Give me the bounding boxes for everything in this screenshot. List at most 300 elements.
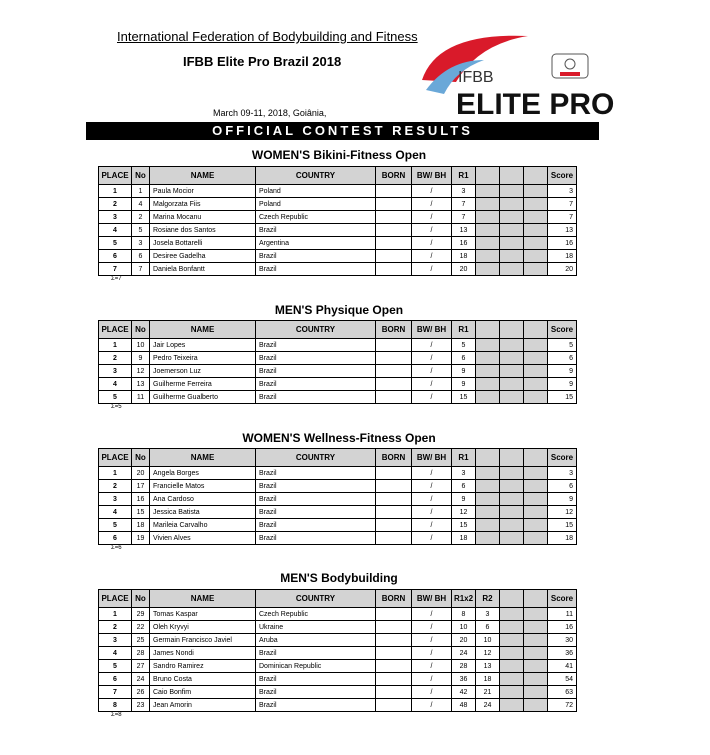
header-empty <box>524 167 548 185</box>
cell-score: 3 <box>548 185 577 198</box>
cell-country: Brazil <box>256 647 376 660</box>
cell-score: 72 <box>548 699 577 712</box>
cell-bwbh: / <box>412 519 452 532</box>
cell-name: Jean Amorin <box>150 699 256 712</box>
cell-bwbh: / <box>412 185 452 198</box>
cell-round: 12 <box>476 647 500 660</box>
cell-empty <box>524 647 548 660</box>
table-row <box>99 211 577 224</box>
cell-round: 9 <box>452 493 476 506</box>
cell-empty <box>500 686 524 699</box>
cell-empty <box>476 467 500 480</box>
cell-country: Brazil <box>256 365 376 378</box>
cell-country: Poland <box>256 198 376 211</box>
cell-round: 7 <box>452 211 476 224</box>
header-empty <box>500 590 524 608</box>
cell-name: Vivien Alves <box>150 532 256 545</box>
cell-bwbh: / <box>412 506 452 519</box>
cell-bwbh: / <box>412 493 452 506</box>
cell-country: Aruba <box>256 634 376 647</box>
competitor-count: Σ=6 <box>111 545 122 551</box>
cell-born <box>376 647 412 660</box>
cell-score: 20 <box>548 263 577 276</box>
table-header-row <box>99 321 577 339</box>
cell-round: 36 <box>452 673 476 686</box>
cell-round: 24 <box>452 647 476 660</box>
cell-born <box>376 339 412 352</box>
header-score: Score <box>548 321 577 339</box>
cell-score: 16 <box>548 237 577 250</box>
cell-round: 9 <box>452 378 476 391</box>
event-title: IFBB Elite Pro Brazil 2018 <box>183 54 342 69</box>
cell-name: Pedro Teixeira <box>150 352 256 365</box>
table-row <box>99 339 577 352</box>
section-title: MEN'S Physique Open <box>274 303 404 317</box>
cell-no: 10 <box>132 339 150 352</box>
cell-score: 6 <box>548 480 577 493</box>
header-round: R1x2 <box>452 590 476 608</box>
header-empty <box>476 321 500 339</box>
header-country: COUNTRY <box>256 590 376 608</box>
table-row <box>99 391 577 404</box>
cell-empty <box>524 365 548 378</box>
cell-score: 15 <box>548 391 577 404</box>
cell-round: 10 <box>476 634 500 647</box>
cell-no: 7 <box>132 263 150 276</box>
cell-place: 5 <box>99 660 132 673</box>
cell-place: 6 <box>99 532 132 545</box>
cell-round: 12 <box>452 506 476 519</box>
table-row <box>99 532 577 545</box>
cell-empty <box>500 263 524 276</box>
cell-no: 28 <box>132 647 150 660</box>
table-row <box>99 237 577 250</box>
cell-born <box>376 686 412 699</box>
cell-name: Francielle Matos <box>150 480 256 493</box>
cell-born <box>376 198 412 211</box>
cell-born <box>376 237 412 250</box>
cell-score: 54 <box>548 673 577 686</box>
cell-name: Caio Bonfim <box>150 686 256 699</box>
cell-born <box>376 352 412 365</box>
cell-empty <box>476 532 500 545</box>
header-bwbh: BW/ BH <box>412 321 452 339</box>
cell-place: 5 <box>99 519 132 532</box>
cell-born <box>376 467 412 480</box>
cell-empty <box>524 660 548 673</box>
cell-bwbh: / <box>412 365 452 378</box>
cell-no: 29 <box>132 608 150 621</box>
competitor-count: Σ=5 <box>111 404 122 410</box>
cell-born <box>376 493 412 506</box>
table-row <box>99 467 577 480</box>
cell-empty <box>500 621 524 634</box>
cell-no: 27 <box>132 660 150 673</box>
cell-empty <box>476 224 500 237</box>
cell-round: 18 <box>452 250 476 263</box>
cell-name: James Nondi <box>150 647 256 660</box>
cell-country: Ukraine <box>256 621 376 634</box>
cell-empty <box>524 250 548 263</box>
cell-score: 6 <box>548 352 577 365</box>
cell-bwbh: / <box>412 634 452 647</box>
cell-empty <box>500 647 524 660</box>
cell-bwbh: / <box>412 352 452 365</box>
cell-empty <box>500 365 524 378</box>
cell-country: Poland <box>256 185 376 198</box>
cell-no: 23 <box>132 699 150 712</box>
header-no: No <box>132 449 150 467</box>
header-score: Score <box>548 449 577 467</box>
cell-round: 20 <box>452 263 476 276</box>
cell-empty <box>524 532 548 545</box>
cell-country: Brazil <box>256 378 376 391</box>
cell-empty <box>524 634 548 647</box>
cell-born <box>376 519 412 532</box>
cell-round: 21 <box>476 686 500 699</box>
cell-no: 15 <box>132 506 150 519</box>
cell-place: 4 <box>99 378 132 391</box>
cell-place: 3 <box>99 493 132 506</box>
header-country: COUNTRY <box>256 449 376 467</box>
cell-name: Bruno Costa <box>150 673 256 686</box>
cell-born <box>376 506 412 519</box>
logo-big-text: ELITE PRO <box>456 88 615 121</box>
cell-country: Brazil <box>256 699 376 712</box>
cell-empty <box>476 365 500 378</box>
table-row <box>99 699 577 712</box>
cell-no: 16 <box>132 493 150 506</box>
cell-bwbh: / <box>412 467 452 480</box>
cell-born <box>376 365 412 378</box>
cell-empty <box>500 493 524 506</box>
cell-score: 18 <box>548 250 577 263</box>
cell-bwbh: / <box>412 647 452 660</box>
cell-place: 7 <box>99 263 132 276</box>
cell-empty <box>500 237 524 250</box>
cell-bwbh: / <box>412 237 452 250</box>
cell-bwbh: / <box>412 391 452 404</box>
logo-small-text: IFBB <box>458 69 494 86</box>
results-table <box>98 166 577 276</box>
cell-no: 1 <box>132 185 150 198</box>
cell-round: 8 <box>452 608 476 621</box>
cell-empty <box>500 224 524 237</box>
header-bwbh: BW/ BH <box>412 167 452 185</box>
section-title: WOMEN'S Bikini-Fitness Open <box>251 148 427 162</box>
header-place: PLACE <box>99 167 132 185</box>
cell-place: 8 <box>99 699 132 712</box>
cell-no: 3 <box>132 237 150 250</box>
header-country: COUNTRY <box>256 321 376 339</box>
cell-empty <box>524 467 548 480</box>
header-born: BORN <box>376 167 412 185</box>
cell-no: 11 <box>132 391 150 404</box>
header-round: R1 <box>452 167 476 185</box>
header-empty <box>500 321 524 339</box>
cell-round: 3 <box>452 467 476 480</box>
cell-name: Oleh Kryvyi <box>150 621 256 634</box>
cell-born <box>376 185 412 198</box>
cell-no: 24 <box>132 673 150 686</box>
cell-round: 3 <box>452 185 476 198</box>
cell-no: 2 <box>132 211 150 224</box>
header-empty <box>476 167 500 185</box>
cell-score: 36 <box>548 647 577 660</box>
cell-empty <box>524 237 548 250</box>
cell-country: Brazil <box>256 339 376 352</box>
cell-empty <box>500 467 524 480</box>
cell-country: Brazil <box>256 352 376 365</box>
header-no: No <box>132 321 150 339</box>
cell-empty <box>524 519 548 532</box>
cell-no: 13 <box>132 378 150 391</box>
table-row <box>99 647 577 660</box>
cell-name: Ana Cardoso <box>150 493 256 506</box>
cell-empty <box>524 621 548 634</box>
cell-round: 18 <box>476 673 500 686</box>
cell-no: 18 <box>132 519 150 532</box>
header-empty <box>476 449 500 467</box>
cell-empty <box>524 493 548 506</box>
cell-name: Jair Lopes <box>150 339 256 352</box>
cell-empty <box>500 532 524 545</box>
federation-title: International Federation of Bodybuilding and Fitness <box>117 29 418 44</box>
cell-empty <box>476 185 500 198</box>
cell-name: Joemerson Luz <box>150 365 256 378</box>
cell-empty <box>500 506 524 519</box>
table-row <box>99 365 577 378</box>
header-born: BORN <box>376 321 412 339</box>
ifbb-elite-pro-logo <box>418 22 615 122</box>
cell-score: 11 <box>548 608 577 621</box>
cell-empty <box>476 352 500 365</box>
cell-empty <box>524 608 548 621</box>
cell-name: Guilherme Gualberto <box>150 391 256 404</box>
cell-score: 12 <box>548 506 577 519</box>
cell-country: Argentina <box>256 237 376 250</box>
cell-name: Daniela Bonfantt <box>150 263 256 276</box>
cell-no: 26 <box>132 686 150 699</box>
cell-score: 16 <box>548 621 577 634</box>
table-header-row <box>99 590 577 608</box>
table-row <box>99 493 577 506</box>
header-place: PLACE <box>99 449 132 467</box>
cell-score: 9 <box>548 378 577 391</box>
cell-score: 7 <box>548 198 577 211</box>
cell-country: Brazil <box>256 250 376 263</box>
table-row <box>99 608 577 621</box>
header-bwbh: BW/ BH <box>412 590 452 608</box>
results-table <box>98 448 577 545</box>
cell-place: 1 <box>99 185 132 198</box>
cell-place: 2 <box>99 480 132 493</box>
cell-empty <box>524 185 548 198</box>
header-no: No <box>132 590 150 608</box>
cell-round: 28 <box>452 660 476 673</box>
cell-bwbh: / <box>412 263 452 276</box>
cell-round: 6 <box>476 621 500 634</box>
cell-empty <box>500 608 524 621</box>
cell-born <box>376 634 412 647</box>
cell-empty <box>476 263 500 276</box>
cell-empty <box>524 211 548 224</box>
cell-bwbh: / <box>412 673 452 686</box>
header-empty <box>500 167 524 185</box>
cell-place: 4 <box>99 224 132 237</box>
cell-name: Jessica Batista <box>150 506 256 519</box>
cell-empty <box>476 378 500 391</box>
section-title: MEN'S Bodybuilding <box>280 571 398 585</box>
header-round: R2 <box>476 590 500 608</box>
cell-country: Czech Republic <box>256 608 376 621</box>
cell-empty <box>500 699 524 712</box>
cell-country: Brazil <box>256 467 376 480</box>
cell-round: 7 <box>452 198 476 211</box>
cell-round: 10 <box>452 621 476 634</box>
cell-round: 6 <box>452 352 476 365</box>
cell-empty <box>524 224 548 237</box>
cell-empty <box>476 493 500 506</box>
header-score: Score <box>548 590 577 608</box>
table-row <box>99 263 577 276</box>
cell-round: 20 <box>452 634 476 647</box>
cell-empty <box>500 352 524 365</box>
cell-score: 3 <box>548 467 577 480</box>
cell-born <box>376 378 412 391</box>
header-place: PLACE <box>99 590 132 608</box>
header-name: NAME <box>150 167 256 185</box>
cell-empty <box>524 686 548 699</box>
cell-empty <box>524 506 548 519</box>
cell-place: 1 <box>99 467 132 480</box>
cell-score: 5 <box>548 339 577 352</box>
cell-no: 19 <box>132 532 150 545</box>
table-row <box>99 480 577 493</box>
cell-empty <box>500 339 524 352</box>
cell-round: 6 <box>452 480 476 493</box>
cell-born <box>376 673 412 686</box>
cell-born <box>376 391 412 404</box>
cell-place: 3 <box>99 365 132 378</box>
cell-empty <box>476 519 500 532</box>
cell-name: Germain Francisco Javiel <box>150 634 256 647</box>
cell-empty <box>500 480 524 493</box>
cell-place: 2 <box>99 198 132 211</box>
cell-country: Brazil <box>256 673 376 686</box>
cell-empty <box>500 198 524 211</box>
cell-no: 22 <box>132 621 150 634</box>
cell-score: 63 <box>548 686 577 699</box>
cell-place: 1 <box>99 339 132 352</box>
cell-place: 7 <box>99 686 132 699</box>
cell-country: Brazil <box>256 391 376 404</box>
cell-bwbh: / <box>412 699 452 712</box>
cell-name: Malgorzata Fiis <box>150 198 256 211</box>
cell-bwbh: / <box>412 686 452 699</box>
table-row <box>99 686 577 699</box>
cell-born <box>376 211 412 224</box>
cell-name: Paula Mocior <box>150 185 256 198</box>
cell-name: Marina Mocanu <box>150 211 256 224</box>
cell-score: 30 <box>548 634 577 647</box>
cell-born <box>376 621 412 634</box>
cell-place: 6 <box>99 673 132 686</box>
header-country: COUNTRY <box>256 167 376 185</box>
cell-empty <box>524 263 548 276</box>
cell-empty <box>476 198 500 211</box>
cell-country: Dominican Republic <box>256 660 376 673</box>
cell-empty <box>524 339 548 352</box>
cell-no: 17 <box>132 480 150 493</box>
cell-bwbh: / <box>412 532 452 545</box>
cell-place: 3 <box>99 634 132 647</box>
header-round: R1 <box>452 321 476 339</box>
cell-place: 5 <box>99 237 132 250</box>
cell-born <box>376 263 412 276</box>
official-results-banner: OFFICIAL CONTEST RESULTS <box>86 122 599 140</box>
cell-no: 25 <box>132 634 150 647</box>
cell-round: 15 <box>452 391 476 404</box>
table-row <box>99 185 577 198</box>
cell-empty <box>500 519 524 532</box>
cell-bwbh: / <box>412 250 452 263</box>
cell-empty <box>476 506 500 519</box>
cell-no: 12 <box>132 365 150 378</box>
cell-born <box>376 480 412 493</box>
cell-bwbh: / <box>412 339 452 352</box>
cell-empty <box>500 673 524 686</box>
header-score: Score <box>548 167 577 185</box>
cell-place: 2 <box>99 621 132 634</box>
header-empty <box>524 590 548 608</box>
section-title: WOMEN'S Wellness-Fitness Open <box>242 431 436 445</box>
cell-country: Brazil <box>256 519 376 532</box>
header-name: NAME <box>150 449 256 467</box>
header-bwbh: BW/ BH <box>412 449 452 467</box>
cell-empty <box>524 391 548 404</box>
cell-round: 15 <box>452 519 476 532</box>
cell-name: Josela Bottarelli <box>150 237 256 250</box>
table-row <box>99 352 577 365</box>
cell-round: 18 <box>452 532 476 545</box>
cell-round: 3 <box>476 608 500 621</box>
cell-place: 5 <box>99 391 132 404</box>
cell-place: 6 <box>99 250 132 263</box>
cell-name: Angela Borges <box>150 467 256 480</box>
results-table <box>98 320 577 404</box>
header-place: PLACE <box>99 321 132 339</box>
cell-name: Marileia Carvalho <box>150 519 256 532</box>
table-row <box>99 378 577 391</box>
cell-empty <box>476 480 500 493</box>
results-table <box>98 589 577 712</box>
header-round: R1 <box>452 449 476 467</box>
cell-born <box>376 660 412 673</box>
cell-empty <box>500 211 524 224</box>
cell-round: 42 <box>452 686 476 699</box>
cell-bwbh: / <box>412 198 452 211</box>
cell-round: 9 <box>452 365 476 378</box>
cell-born <box>376 224 412 237</box>
cell-country: Brazil <box>256 506 376 519</box>
cell-no: 6 <box>132 250 150 263</box>
cell-score: 7 <box>548 211 577 224</box>
table-row <box>99 250 577 263</box>
cell-round: 13 <box>476 660 500 673</box>
cell-bwbh: / <box>412 378 452 391</box>
cell-round: 24 <box>476 699 500 712</box>
